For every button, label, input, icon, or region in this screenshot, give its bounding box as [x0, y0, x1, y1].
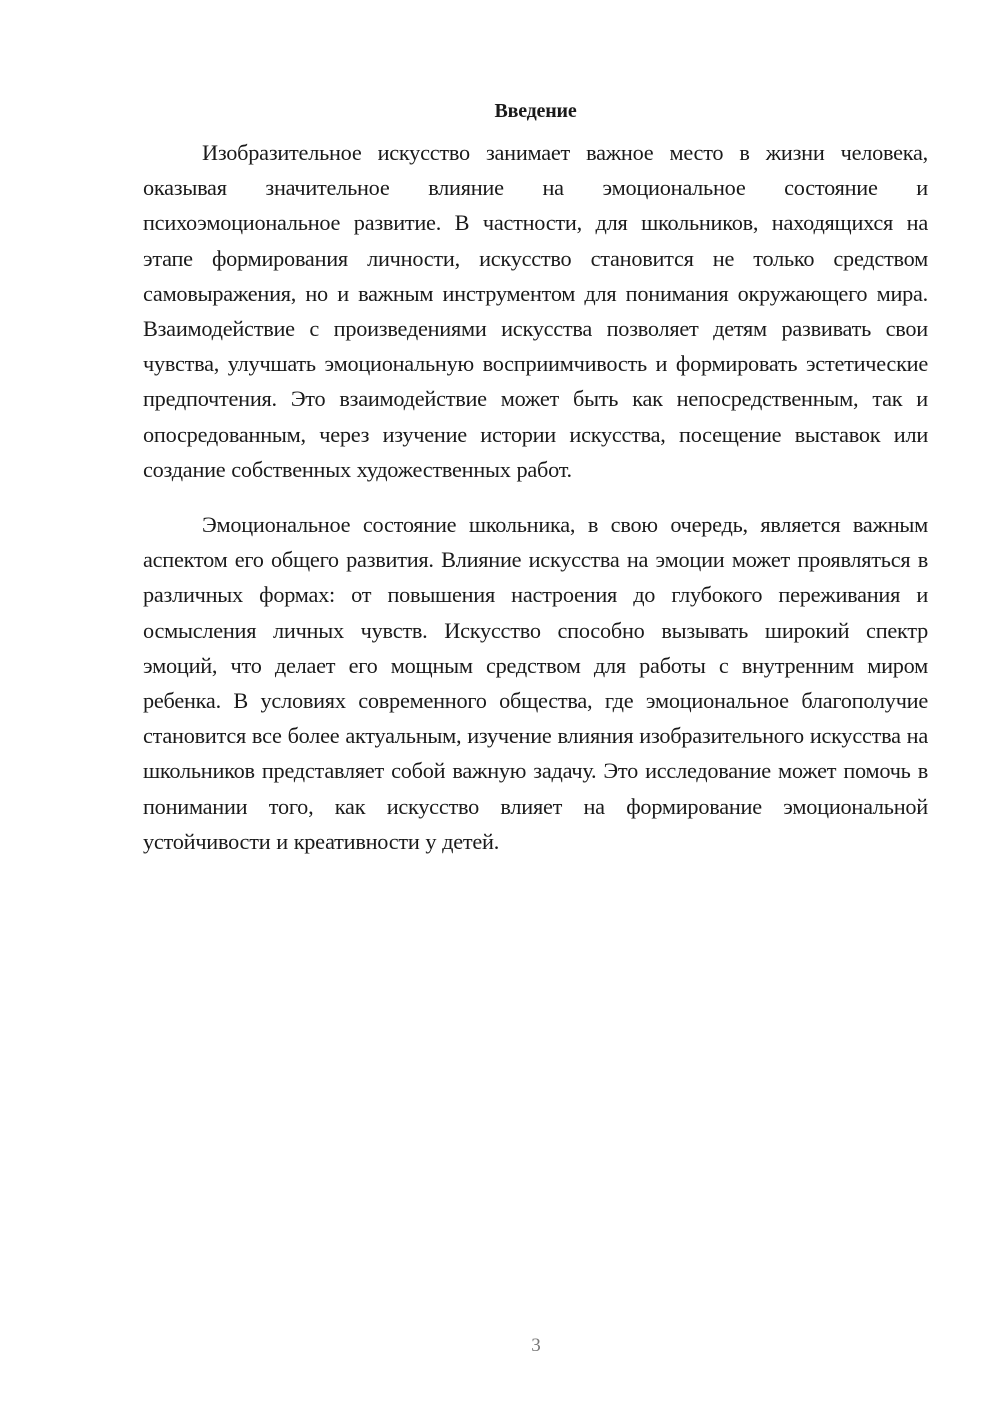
- paragraph-2: Эмоциональное состояние школьника, в свою очередь, является важным аспектом его общего развития. Влияние искусства на эмоции может проявляться в различных формах: от повышения настроения до глубокого переживания и осмысления личных чувств. Искусство способно вызывать широкий спектр эмоций, что делает его мощным средством для работы с внутренним миром ребенка. В условиях современного общества, где эмоциональное благополучие становится все более актуальным, изучение влияния изобразительного искусства на школьников представляет собой важную задачу. Это исследование может помочь в понимании того, как искусство влияет на формирование эмоциональной устойчивости и креативности у детей.: [143, 512, 928, 854]
- paragraph-1: Изобразительное искусство занимает важное место в жизни человека, оказывая значительное влияние на эмоциональное состояние и психоэмоциональное развитие. В частности, для школьников, находящихся на этапе формирования личности, искусство становится не только средством самовыражения, но и важным инструментом для понимания окружающего мира. Взаимодействие с произведениями искусства позволяет детям развивать свои чувства, улучшать эмоциональную восприимчивость и формировать эстетические предпочтения. Это взаимодействие может быть как непосредственным, так и опосредованным, через изучение истории искусства, посещение выставок или создание собственных художественных работ.: [143, 140, 928, 482]
- section-heading: Введение: [494, 100, 577, 122]
- page-number: 3: [531, 1335, 541, 1356]
- document-page: [143, 96, 928, 859]
